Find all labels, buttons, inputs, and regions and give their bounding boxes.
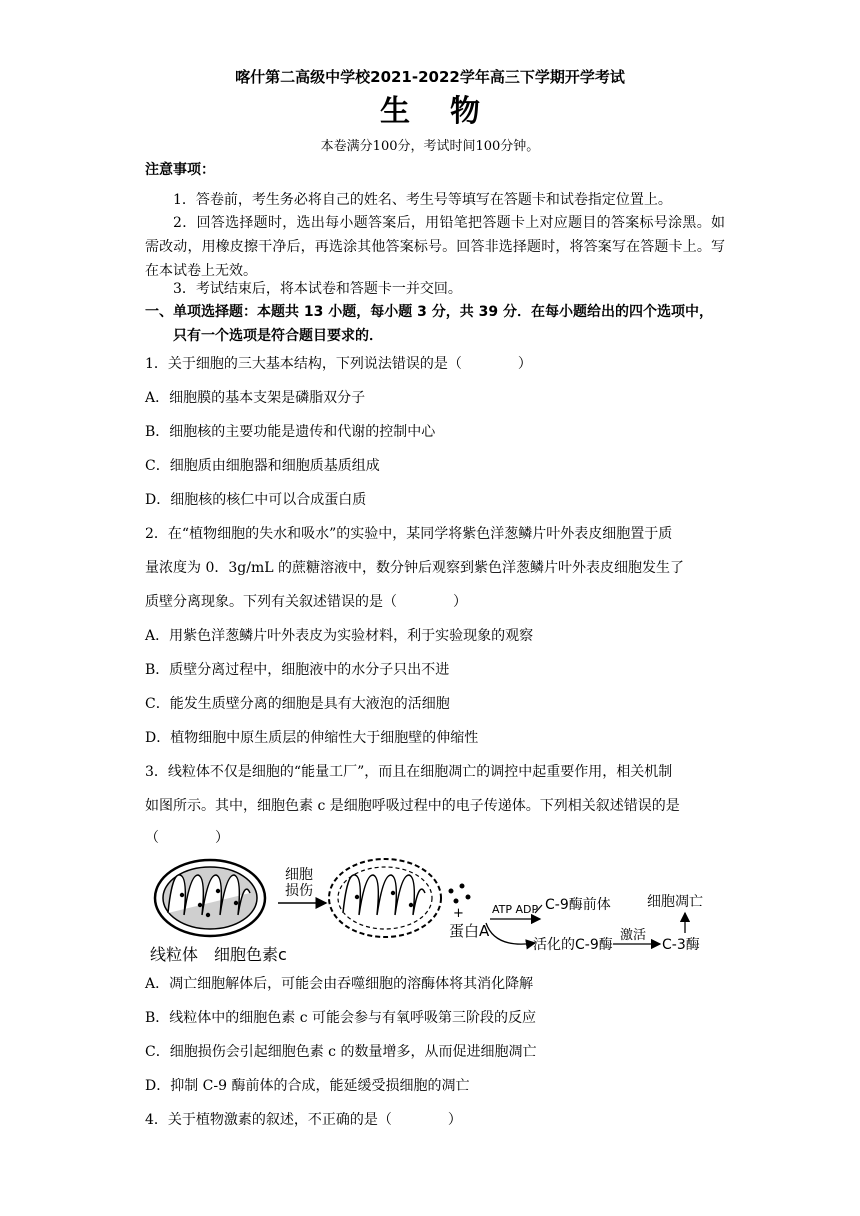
q3-option-b: B．线粒体中的细胞色素 c 可能会参与有氧呼吸第三阶段的反应: [145, 1010, 537, 1026]
mitochondrion-icon: [155, 860, 265, 936]
q3-stem-line-3: （ ）: [145, 830, 229, 846]
q2-stem-line-2: 量浓度为 0．3g/mL 的蔗糖溶液中，数分钟后观察到紫色洋葱鳞片叶外表皮细胞发生了: [145, 560, 684, 576]
label-mitochondrion: 线粒体: [150, 945, 199, 964]
label-apoptosis: 细胞凋亡: [647, 894, 703, 910]
school-title: 喀什第二高级中学校2021-2022学年高三下学期开学考试: [235, 68, 625, 86]
apoptosis-mechanism-diagram: [150, 853, 720, 968]
q2-option-d: D．植物细胞中原生质层的伸缩性大于细胞壁的伸缩性: [145, 730, 479, 746]
q3-option-c: C．细胞损伤会引起细胞色素 c 的数量增多，从而促进细胞凋亡: [145, 1044, 537, 1060]
q1-option-c: C．细胞质由细胞器和细胞质基质组成: [145, 458, 380, 474]
q2-stem-line-3: 质壁分离现象。下列有关叙述错误的是（ ）: [145, 594, 467, 610]
activation-arrow: [486, 923, 535, 944]
q4-stem: 4．关于植物激素的叙述，不正确的是（ ）: [145, 1112, 462, 1128]
q1-option-a: A．细胞膜的基本支架是磷脂双分子: [145, 390, 366, 406]
q2-option-a: A．用紫色洋葱鳞片叶外表皮为实验材料，利于实验现象的观察: [145, 628, 534, 644]
label-active-c9: 活化的C-9酶: [533, 937, 613, 953]
q2-option-b: B．质壁分离过程中，细胞液中的水分子只出不进: [145, 662, 450, 678]
subject-title: 生物: [380, 94, 520, 129]
note-item-3: 3．考试结束后，将本试卷和答题卡一并交回。: [173, 281, 462, 297]
q1-option-b: B．细胞核的主要功能是遗传和代谢的控制中心: [145, 424, 436, 440]
section-title: 一、单项选择题：本题共 13 小题，每小题 3 分，共 39 分．在每小题给出的四个选项中，只有一个选项是符合题目要求的．: [145, 304, 713, 344]
q1-option-d: D．细胞核的核仁中可以合成蛋白质: [145, 492, 367, 508]
label-atp-adp: ATP ADP: [492, 903, 539, 916]
q3-option-d: D．抑制 C-9 酶前体的合成，能延缓受损细胞的凋亡: [145, 1078, 470, 1094]
notes-title: 注意事项：: [145, 162, 215, 178]
note-item-1: 1．答卷前，考生务必将自己的姓名、考生号等填写在答题卡和试卷指定位置上。: [173, 192, 672, 208]
q2-stem-line-1: 2．在“植物细胞的失水和吸水”的实验中，某同学将紫色洋葱鳞片叶外表皮细胞置于质: [145, 526, 673, 542]
exam-info: 本卷满分100分，考试时间100分钟。: [320, 139, 540, 154]
label-activate: 激活: [620, 928, 647, 943]
damaged-mitochondrion-icon: [329, 859, 441, 937]
note-item-2: 2．回答选择题时，选出每小题答案后，用铅笔把答题卡上对应题目的答案标号涂黑。如需改动，用橡皮擦干净后，再选涂其他答案标号。回答非选择题时，将答案写在答题卡上。写在本试卷上无效。: [145, 215, 725, 279]
q1-stem: 1．关于细胞的三大基本结构，下列说法错误的是（ ）: [145, 356, 532, 372]
label-c3: C-3酶: [662, 937, 700, 953]
label-cytochrome-c: 细胞色素c: [214, 945, 287, 964]
q3-stem-line-1: 3．线粒体不仅是细胞的“能量工厂”，而且在细胞凋亡的调控中起重要作用，相关机制: [145, 764, 673, 780]
q3-stem-line-2: 如图所示。其中，细胞色素 c 是细胞呼吸过程中的电子传递体。下列相关叙述错误的是: [145, 798, 680, 814]
label-c9-precursor: C-9酶前体: [545, 897, 611, 913]
label-damage-1: 细胞: [285, 867, 313, 883]
q2-option-c: C．能发生质壁分离的细胞是具有大液泡的活细胞: [145, 696, 450, 712]
label-damage-2: 损伤: [285, 883, 313, 899]
released-cytochrome-c-icon: [449, 884, 471, 904]
label-protein-a: 蛋白A: [449, 922, 490, 940]
q3-option-a: A．凋亡细胞解体后，可能会由吞噬细胞的溶酶体将其消化降解: [145, 976, 534, 992]
label-plus: +: [453, 906, 464, 921]
